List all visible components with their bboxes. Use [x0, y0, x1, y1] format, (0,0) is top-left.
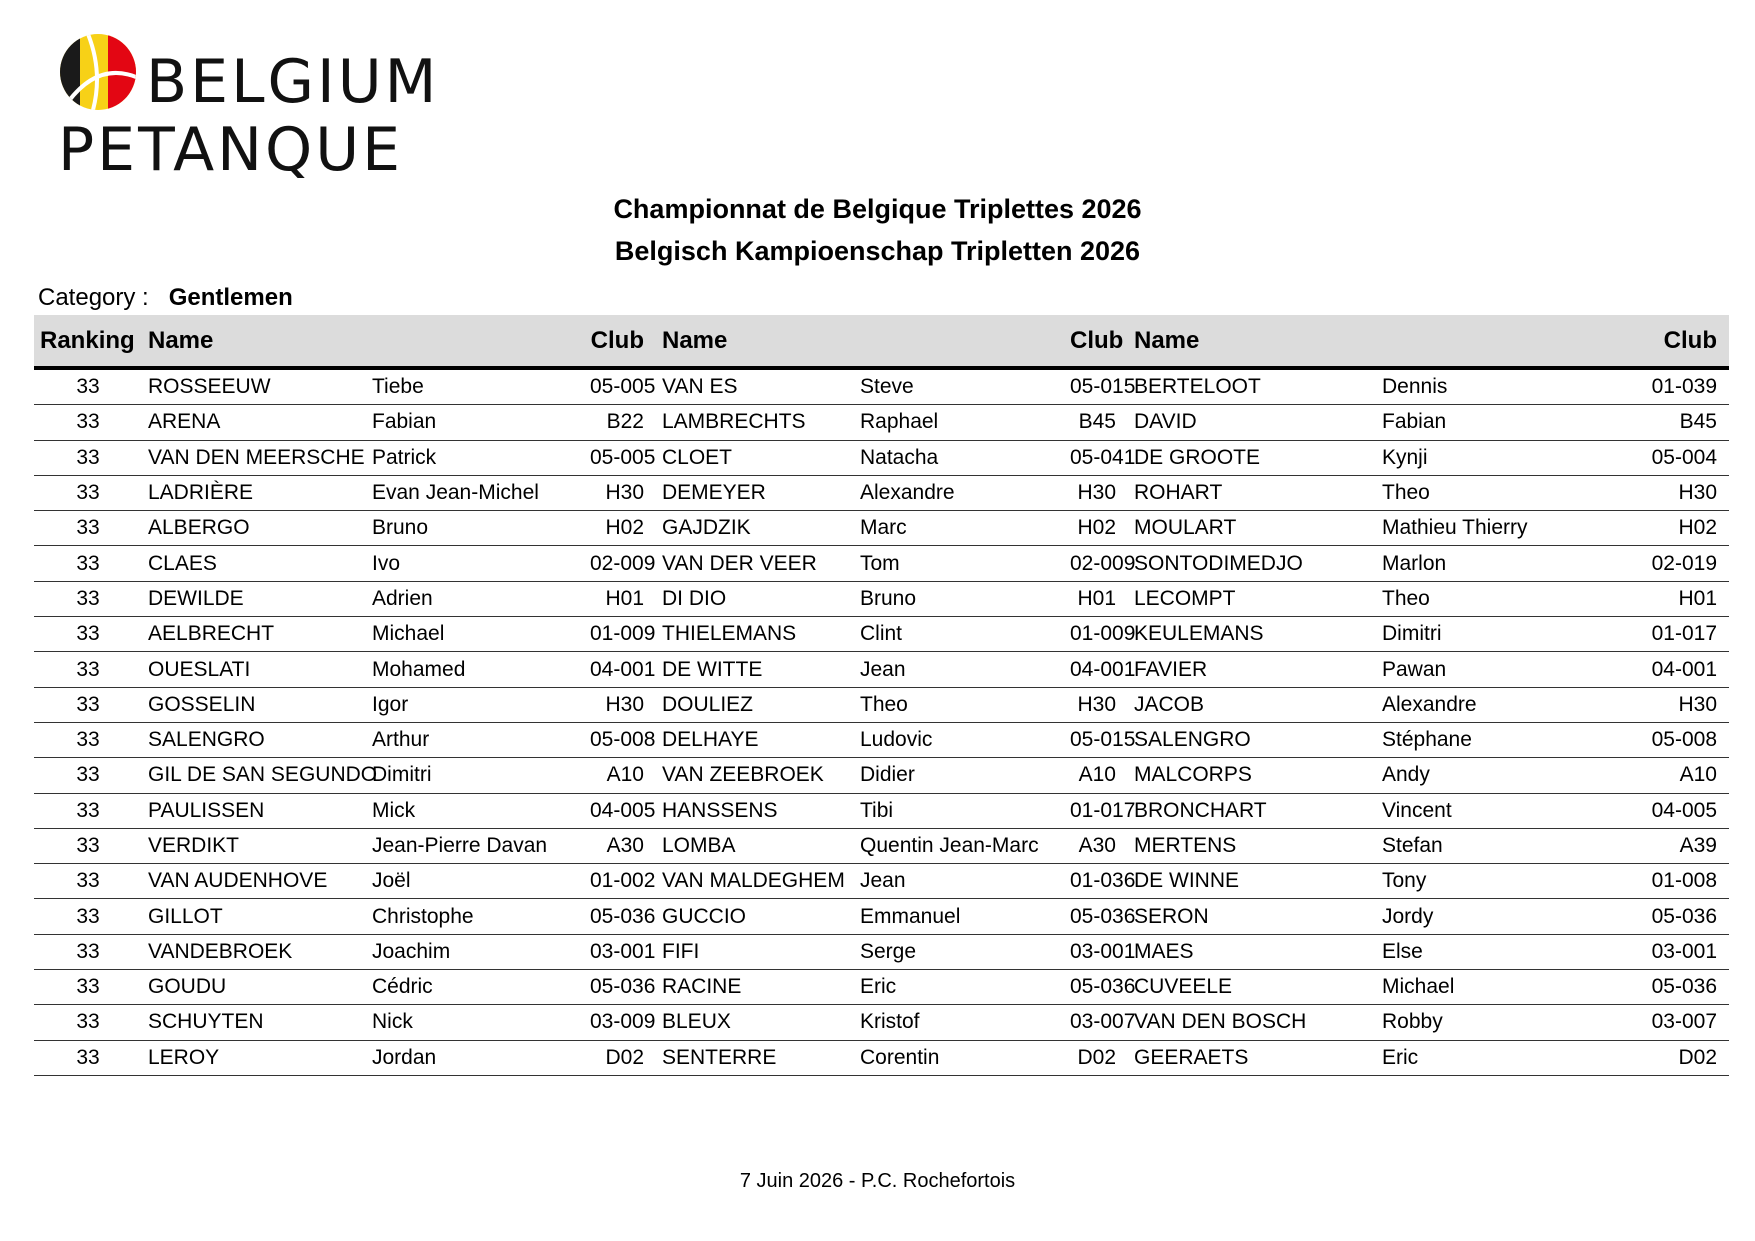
cell-rank: 33	[34, 864, 142, 899]
cell-player3-firstname: Theo	[1376, 475, 1601, 510]
cell-player3-club: A10	[1601, 758, 1729, 793]
cell-rank: 33	[34, 1040, 142, 1075]
cell-player1-firstname: Evan Jean-Michel	[366, 475, 584, 510]
cell-player3-firstname: Eric	[1376, 1040, 1601, 1075]
cell-player1-club: 03-009	[584, 1005, 656, 1040]
cell-player1-club: 04-001	[584, 652, 656, 687]
cell-player2-firstname: Didier	[854, 758, 1064, 793]
table-row	[34, 864, 1729, 899]
cell-rank: 33	[34, 1005, 142, 1040]
cell-player3-club: 02-019	[1601, 546, 1729, 581]
cell-player2-lastname: DI DIO	[656, 581, 854, 616]
cell-player1-club: H30	[584, 475, 656, 510]
cell-player1-firstname: Christophe	[366, 899, 584, 934]
cell-player2-club: 04-001	[1064, 652, 1128, 687]
cell-player2-club: 05-015	[1064, 368, 1128, 405]
header-name-3: Name	[1128, 315, 1601, 368]
table-row	[34, 475, 1729, 510]
cell-rank: 33	[34, 722, 142, 757]
table-row	[34, 511, 1729, 546]
cell-player2-club: 01-036	[1064, 864, 1128, 899]
table-header-row	[34, 315, 1729, 368]
cell-player3-lastname: SERON	[1128, 899, 1376, 934]
table-row	[34, 687, 1729, 722]
cell-player1-club: B22	[584, 405, 656, 440]
cell-player1-lastname: ALBERGO	[142, 511, 366, 546]
cell-player1-club: 04-005	[584, 793, 656, 828]
cell-player2-firstname: Serge	[854, 934, 1064, 969]
cell-player3-firstname: Stefan	[1376, 828, 1601, 863]
cell-player2-firstname: Steve	[854, 368, 1064, 405]
cell-player3-lastname: JACOB	[1128, 687, 1376, 722]
cell-player2-lastname: BLEUX	[656, 1005, 854, 1040]
petanque-ball-icon	[58, 32, 138, 112]
cell-player2-firstname: Tibi	[854, 793, 1064, 828]
cell-player1-lastname: DEWILDE	[142, 581, 366, 616]
cell-player3-lastname: MAES	[1128, 934, 1376, 969]
cell-rank: 33	[34, 440, 142, 475]
table-row	[34, 970, 1729, 1005]
cell-player2-firstname: Corentin	[854, 1040, 1064, 1075]
cell-rank: 33	[34, 511, 142, 546]
cell-player2-club: A10	[1064, 758, 1128, 793]
cell-player1-club: 05-036	[584, 899, 656, 934]
cell-player3-club: 05-036	[1601, 899, 1729, 934]
cell-player3-firstname: Michael	[1376, 970, 1601, 1005]
table-row	[34, 899, 1729, 934]
cell-player2-club: 02-009	[1064, 546, 1128, 581]
cell-rank: 33	[34, 405, 142, 440]
cell-player3-firstname: Vincent	[1376, 793, 1601, 828]
cell-player2-club: 05-036	[1064, 899, 1128, 934]
cell-player2-lastname: DELHAYE	[656, 722, 854, 757]
cell-player1-club: A30	[584, 828, 656, 863]
cell-player3-club: A39	[1601, 828, 1729, 863]
table-row	[34, 652, 1729, 687]
cell-player1-firstname: Joachim	[366, 934, 584, 969]
cell-player1-lastname: GOSSELIN	[142, 687, 366, 722]
cell-player1-lastname: GOUDU	[142, 970, 366, 1005]
table-body	[34, 368, 1729, 1075]
cell-player2-club: D02	[1064, 1040, 1128, 1075]
cell-player2-firstname: Emmanuel	[854, 899, 1064, 934]
cell-player3-club: D02	[1601, 1040, 1729, 1075]
table-row	[34, 722, 1729, 757]
cell-player2-club: A30	[1064, 828, 1128, 863]
cell-player2-lastname: VAN MALDEGHEM	[656, 864, 854, 899]
cell-player3-club: H30	[1601, 475, 1729, 510]
cell-player3-lastname: MOULART	[1128, 511, 1376, 546]
cell-player3-club: 05-004	[1601, 440, 1729, 475]
cell-player2-firstname: Eric	[854, 970, 1064, 1005]
cell-player3-club: 05-008	[1601, 722, 1729, 757]
cell-player1-lastname: PAULISSEN	[142, 793, 366, 828]
table-row	[34, 828, 1729, 863]
cell-player3-club: 01-039	[1601, 368, 1729, 405]
cell-player3-firstname: Marlon	[1376, 546, 1601, 581]
cell-player1-club: A10	[584, 758, 656, 793]
cell-player2-firstname: Bruno	[854, 581, 1064, 616]
header-ranking: Ranking	[34, 315, 142, 368]
cell-player2-club: H30	[1064, 475, 1128, 510]
table-row	[34, 758, 1729, 793]
cell-player1-lastname: GIL DE SAN SEGUNDO	[142, 758, 366, 793]
cell-player2-firstname: Theo	[854, 687, 1064, 722]
cell-player1-club: 03-001	[584, 934, 656, 969]
cell-player2-lastname: SENTERRE	[656, 1040, 854, 1075]
cell-player2-firstname: Clint	[854, 617, 1064, 652]
cell-player1-firstname: Arthur	[366, 722, 584, 757]
cell-player3-lastname: DAVID	[1128, 405, 1376, 440]
cell-rank: 33	[34, 758, 142, 793]
header-club-1: Club	[584, 315, 656, 368]
cell-player1-firstname: Mick	[366, 793, 584, 828]
cell-player2-lastname: VAN ES	[656, 368, 854, 405]
logo-text-belgium: BELGIUM	[146, 47, 440, 117]
cell-rank: 33	[34, 652, 142, 687]
cell-player2-club: 05-036	[1064, 970, 1128, 1005]
cell-player3-firstname: Kynji	[1376, 440, 1601, 475]
cell-player2-firstname: Ludovic	[854, 722, 1064, 757]
cell-player3-club: H30	[1601, 687, 1729, 722]
category-value: Gentlemen	[168, 284, 293, 311]
cell-player1-firstname: Nick	[366, 1005, 584, 1040]
cell-player1-lastname: SCHUYTEN	[142, 1005, 366, 1040]
cell-player1-firstname: Cédric	[366, 970, 584, 1005]
cell-player2-lastname: HANSSENS	[656, 793, 854, 828]
cell-player2-firstname: Kristof	[854, 1005, 1064, 1040]
results-table	[34, 315, 1729, 1076]
cell-player3-club: 03-001	[1601, 934, 1729, 969]
cell-player3-club: H02	[1601, 511, 1729, 546]
cell-player3-lastname: DE GROOTE	[1128, 440, 1376, 475]
cell-player2-firstname: Alexandre	[854, 475, 1064, 510]
cell-player2-lastname: LAMBRECHTS	[656, 405, 854, 440]
cell-rank: 33	[34, 687, 142, 722]
cell-player1-lastname: CLAES	[142, 546, 366, 581]
cell-player2-club: 01-017	[1064, 793, 1128, 828]
cell-player2-lastname: DE WITTE	[656, 652, 854, 687]
cell-player2-firstname: Natacha	[854, 440, 1064, 475]
header-name-2: Name	[656, 315, 1064, 368]
cell-player3-firstname: Dimitri	[1376, 617, 1601, 652]
cell-player2-lastname: DEMEYER	[656, 475, 854, 510]
cell-player3-firstname: Alexandre	[1376, 687, 1601, 722]
cell-player3-firstname: Else	[1376, 934, 1601, 969]
cell-rank: 33	[34, 581, 142, 616]
cell-player3-firstname: Fabian	[1376, 405, 1601, 440]
header-club-3: Club	[1601, 315, 1729, 368]
cell-player3-lastname: MERTENS	[1128, 828, 1376, 863]
cell-player1-firstname: Patrick	[366, 440, 584, 475]
cell-rank: 33	[34, 475, 142, 510]
table-row	[34, 440, 1729, 475]
cell-rank: 33	[34, 546, 142, 581]
cell-player1-firstname: Dimitri	[366, 758, 584, 793]
cell-player3-club: B45	[1601, 405, 1729, 440]
cell-player3-lastname: FAVIER	[1128, 652, 1376, 687]
cell-player3-lastname: CUVEELE	[1128, 970, 1376, 1005]
cell-player1-club: H02	[584, 511, 656, 546]
title-french: Championnat de Belgique Triplettes 2026	[613, 194, 1142, 224]
cell-player3-lastname: GEERAETS	[1128, 1040, 1376, 1075]
cell-player3-firstname: Stéphane	[1376, 722, 1601, 757]
cell-player2-lastname: DOULIEZ	[656, 687, 854, 722]
cell-player2-club: 03-001	[1064, 934, 1128, 969]
cell-player1-lastname: OUESLATI	[142, 652, 366, 687]
cell-player3-lastname: ROHART	[1128, 475, 1376, 510]
cell-player1-lastname: VERDIKT	[142, 828, 366, 863]
cell-player1-lastname: ROSSEEUW	[142, 368, 366, 405]
table-row	[34, 405, 1729, 440]
cell-player2-club: 03-007	[1064, 1005, 1128, 1040]
cell-player3-firstname: Pawan	[1376, 652, 1601, 687]
cell-player3-firstname: Tony	[1376, 864, 1601, 899]
cell-player3-club: 03-007	[1601, 1005, 1729, 1040]
cell-player3-lastname: SONTODIMEDJO	[1128, 546, 1376, 581]
cell-player3-club: 05-036	[1601, 970, 1729, 1005]
cell-rank: 33	[34, 970, 142, 1005]
cell-player3-club: 04-001	[1601, 652, 1729, 687]
cell-player2-lastname: VAN DER VEER	[656, 546, 854, 581]
cell-player1-club: 01-002	[584, 864, 656, 899]
belgium-petanque-logo	[58, 30, 440, 185]
cell-player2-firstname: Jean	[854, 652, 1064, 687]
cell-player2-club: H01	[1064, 581, 1128, 616]
table-row	[34, 368, 1729, 405]
cell-player3-lastname: MALCORPS	[1128, 758, 1376, 793]
table-row	[34, 581, 1729, 616]
cell-player2-lastname: GAJDZIK	[656, 511, 854, 546]
cell-player2-lastname: GUCCIO	[656, 899, 854, 934]
cell-player2-lastname: VAN ZEEBROEK	[656, 758, 854, 793]
cell-player2-firstname: Jean	[854, 864, 1064, 899]
cell-player2-club: 05-041	[1064, 440, 1128, 475]
cell-player2-club: H30	[1064, 687, 1128, 722]
cell-player1-lastname: SALENGRO	[142, 722, 366, 757]
cell-player1-club: 05-036	[584, 970, 656, 1005]
category-line	[38, 284, 293, 312]
cell-player2-lastname: LOMBA	[656, 828, 854, 863]
cell-player1-lastname: ARENA	[142, 405, 366, 440]
cell-player1-firstname: Mohamed	[366, 652, 584, 687]
cell-player3-lastname: SALENGRO	[1128, 722, 1376, 757]
cell-player3-lastname: BRONCHART	[1128, 793, 1376, 828]
cell-player3-firstname: Mathieu Thierry	[1376, 511, 1601, 546]
cell-player2-firstname: Tom	[854, 546, 1064, 581]
cell-player1-firstname: Adrien	[366, 581, 584, 616]
cell-player2-club: B45	[1064, 405, 1128, 440]
cell-player3-club: H01	[1601, 581, 1729, 616]
cell-player3-lastname: BERTELOOT	[1128, 368, 1376, 405]
title-dutch: Belgisch Kampioenschap Tripletten 2026	[614, 236, 1141, 266]
cell-player2-lastname: RACINE	[656, 970, 854, 1005]
cell-player1-club: 05-008	[584, 722, 656, 757]
table-row	[34, 617, 1729, 652]
header-club-2: Club	[1064, 315, 1128, 368]
table-row	[34, 1005, 1729, 1040]
table-row	[34, 1040, 1729, 1075]
cell-player1-lastname: VAN DEN MEERSCHE	[142, 440, 366, 475]
logo-text-petanque: PETANQUE	[58, 115, 404, 185]
cell-player1-firstname: Ivo	[366, 546, 584, 581]
cell-player2-club: 05-015	[1064, 722, 1128, 757]
cell-player1-firstname: Igor	[366, 687, 584, 722]
cell-player3-firstname: Andy	[1376, 758, 1601, 793]
cell-player3-lastname: KEULEMANS	[1128, 617, 1376, 652]
footer-text: 7 Juin 2026 - P.C. Rochefortois	[739, 1170, 1016, 1192]
cell-player1-club: H30	[584, 687, 656, 722]
cell-player3-lastname: DE WINNE	[1128, 864, 1376, 899]
cell-rank: 33	[34, 368, 142, 405]
cell-player1-lastname: VAN AUDENHOVE	[142, 864, 366, 899]
table-row	[34, 934, 1729, 969]
cell-player2-club: H02	[1064, 511, 1128, 546]
cell-rank: 33	[34, 934, 142, 969]
cell-rank: 33	[34, 793, 142, 828]
cell-rank: 33	[34, 828, 142, 863]
cell-player1-firstname: Jordan	[366, 1040, 584, 1075]
header-name-1: Name	[142, 315, 584, 368]
cell-player2-club: 01-009	[1064, 617, 1128, 652]
cell-player1-lastname: AELBRECHT	[142, 617, 366, 652]
cell-player2-lastname: THIELEMANS	[656, 617, 854, 652]
cell-player3-firstname: Dennis	[1376, 368, 1601, 405]
cell-player2-firstname: Marc	[854, 511, 1064, 546]
table-row	[34, 793, 1729, 828]
cell-player1-lastname: GILLOT	[142, 899, 366, 934]
category-label: Category :	[38, 284, 149, 311]
cell-player3-club: 04-005	[1601, 793, 1729, 828]
cell-player2-lastname: CLOET	[656, 440, 854, 475]
cell-player1-club: H01	[584, 581, 656, 616]
cell-player1-firstname: Fabian	[366, 405, 584, 440]
cell-player3-lastname: VAN DEN BOSCH	[1128, 1005, 1376, 1040]
cell-player1-lastname: LADRIÈRE	[142, 475, 366, 510]
cell-rank: 33	[34, 617, 142, 652]
cell-player1-club: 05-005	[584, 368, 656, 405]
cell-player1-lastname: LEROY	[142, 1040, 366, 1075]
cell-player3-firstname: Theo	[1376, 581, 1601, 616]
table-row	[34, 546, 1729, 581]
cell-rank: 33	[34, 899, 142, 934]
cell-player3-club: 01-017	[1601, 617, 1729, 652]
cell-player1-club: 01-009	[584, 617, 656, 652]
cell-player1-firstname: Tiebe	[366, 368, 584, 405]
cell-player1-firstname: Michael	[366, 617, 584, 652]
cell-player3-lastname: LECOMPT	[1128, 581, 1376, 616]
cell-player1-firstname: Joël	[366, 864, 584, 899]
cell-player1-club: 05-005	[584, 440, 656, 475]
cell-player1-lastname: VANDEBROEK	[142, 934, 366, 969]
cell-player2-lastname: FIFI	[656, 934, 854, 969]
cell-player2-firstname: Quentin Jean-Marc	[854, 828, 1064, 863]
cell-player1-club: 02-009	[584, 546, 656, 581]
cell-player1-firstname: Jean-Pierre Davan	[366, 828, 584, 863]
cell-player2-firstname: Raphael	[854, 405, 1064, 440]
cell-player3-firstname: Jordy	[1376, 899, 1601, 934]
cell-player3-club: 01-008	[1601, 864, 1729, 899]
cell-player1-club: D02	[584, 1040, 656, 1075]
cell-player3-firstname: Robby	[1376, 1005, 1601, 1040]
cell-player1-firstname: Bruno	[366, 511, 584, 546]
